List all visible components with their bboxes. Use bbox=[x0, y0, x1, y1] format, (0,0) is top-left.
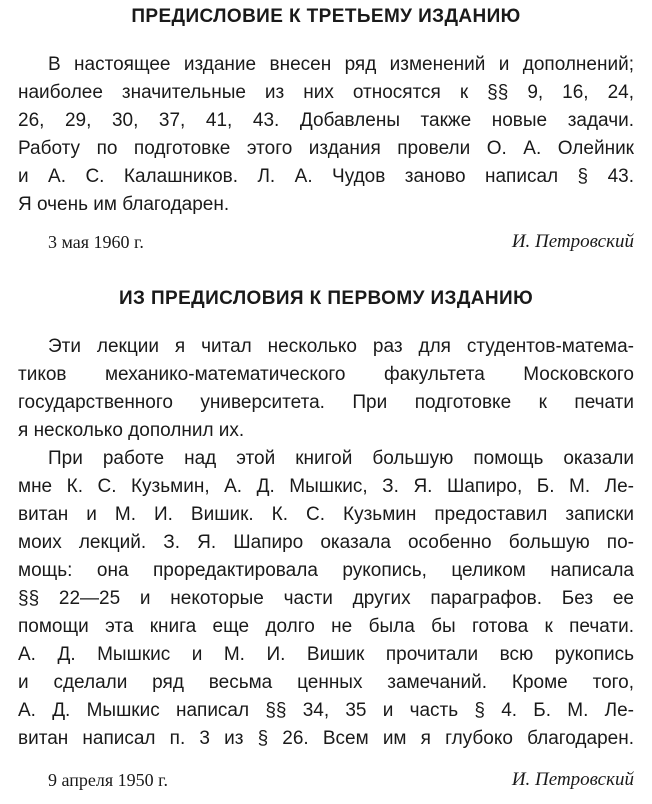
preface1-line: А. Д. Мышкис и М. И. Вишик прочитали всю рукопись bbox=[18, 644, 634, 665]
preface1-line: я несколько дополнил их. bbox=[18, 420, 245, 441]
preface1-line: мне К. С. Кузьмин, А. Д. Мышкис, З. Я. Шапиро, Б. М. Ле- bbox=[18, 476, 634, 497]
preface1-line: витан написал п. 3 из § 26. Всем им я глубоко благодарен. bbox=[18, 728, 634, 749]
preface3-line: Работу по подготовке этого издания провели О. А. Олейник bbox=[18, 138, 634, 159]
page bbox=[18, 0, 634, 804]
preface1-line: витан и М. И. Вишик. К. С. Кузьмин предоставил записки bbox=[18, 504, 634, 525]
preface1-line: тиков механико-математического факультета Московского bbox=[18, 364, 634, 385]
preface1-date: 9 апреля 1950 г. bbox=[48, 770, 168, 790]
preface3-line: и А. С. Калашников. Л. А. Чудов заново написал § 43. bbox=[18, 166, 634, 187]
preface1-line: §§ 22—25 и некоторые части других параграфов. Без ее bbox=[18, 588, 634, 609]
preface3-title: ПРЕДИСЛОВИЕ К ТРЕТЬЕМУ ИЗДАНИЮ bbox=[131, 6, 521, 27]
preface1-line: При работе над этой книгой большую помощь оказали bbox=[48, 448, 634, 469]
preface3-line: Я очень им благодарен. bbox=[18, 194, 230, 215]
preface3-line: наиболее значительные из них относятся к §§ 9, 16, 24, bbox=[18, 82, 634, 103]
preface3-date: 3 мая 1960 г. bbox=[48, 232, 144, 252]
preface1-line: моих лекций. З. Я. Шапиро оказала особенно большую по- bbox=[18, 532, 634, 553]
preface3-line: 26, 29, 30, 37, 41, 43. Добавлены также новые задачи. bbox=[18, 110, 634, 131]
preface3-signature: И. Петровский bbox=[511, 231, 634, 252]
preface1-signature: И. Петровский bbox=[511, 769, 634, 790]
preface1-line: мощь: она проредактировала рукопись, целиком написала bbox=[18, 560, 634, 581]
preface1-title: ИЗ ПРЕДИСЛОВИЯ К ПЕРВОМУ ИЗДАНИЮ bbox=[118, 288, 534, 309]
preface1-line: А. Д. Мышкис написал §§ 34, 35 и часть § 4. Б. М. Ле- bbox=[18, 700, 634, 721]
preface3-line: В настоящее издание внесен ряд изменений и дополнений; bbox=[48, 54, 634, 75]
preface1-line: помощи эта книга еще долго не была бы готова к печати. bbox=[18, 616, 634, 637]
preface1-line: Эти лекции я читал несколько раз для студентов-матема- bbox=[48, 336, 634, 357]
preface1-line: и сделали ряд весьма ценных замечаний. Кроме того, bbox=[18, 672, 634, 693]
preface1-line: государственного университета. При подготовке к печати bbox=[18, 392, 634, 413]
